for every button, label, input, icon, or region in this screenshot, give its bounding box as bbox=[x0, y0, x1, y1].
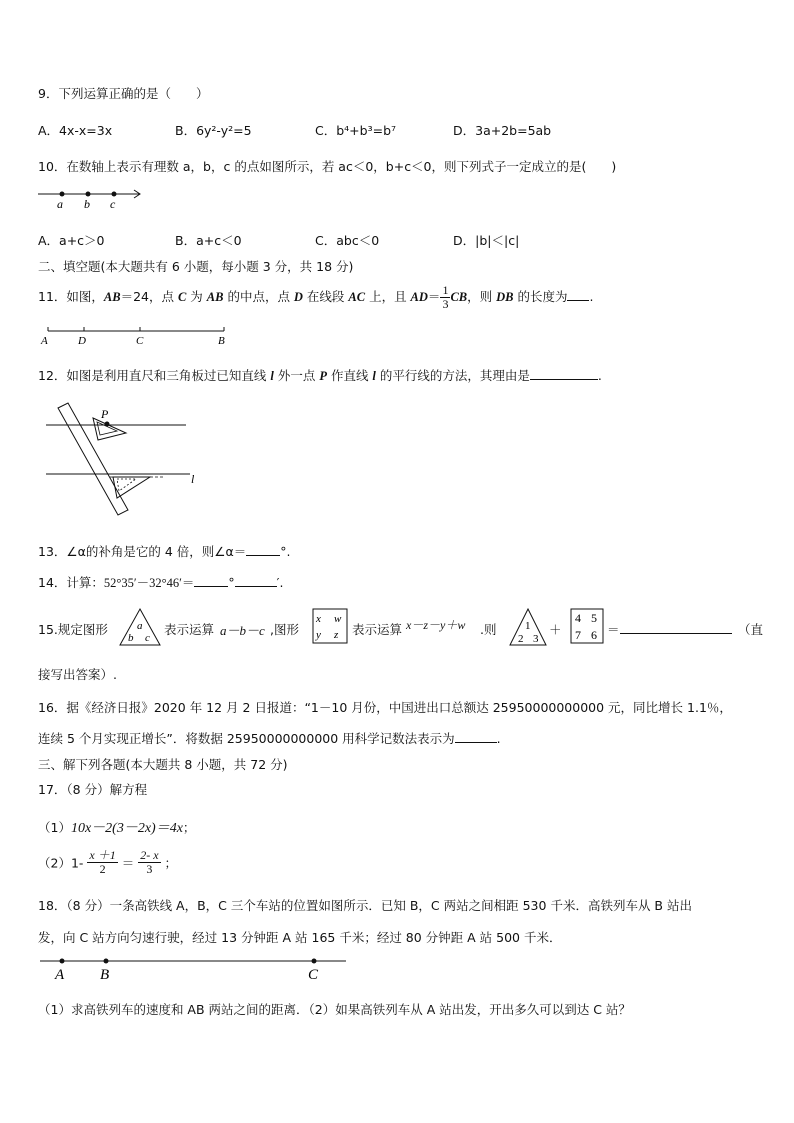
q12-stem: 12．如图是利用直尺和三角板过已知直线 l 外一点 P 作直线 l 的平行线的方法，其理由是 . bbox=[38, 368, 602, 383]
label-a: a bbox=[57, 197, 63, 211]
svg-text:1: 1 bbox=[525, 620, 531, 632]
q9-option-b: B．6y²-y²=5 bbox=[175, 123, 252, 138]
q11-stem: 11．如图，AB＝24，点 C 为 AB 的中点，点 D 在线段 AC 上，且 AD＝ $\frac{1}{3}$ CB，则 DB 的长度为 . bbox=[38, 283, 594, 311]
svg-text:C: C bbox=[136, 335, 144, 347]
q15-tail: （直 bbox=[738, 622, 764, 637]
section-2-heading: 二、填空题(本大题共有 6 小题，每小题 3 分，共 18 分) bbox=[38, 259, 354, 274]
q14-degree-blank bbox=[194, 574, 228, 587]
q18-station-line bbox=[38, 954, 354, 984]
label-b: b bbox=[84, 197, 90, 211]
point-c bbox=[112, 192, 117, 197]
svg-text:c: c bbox=[145, 632, 150, 644]
svg-text:A: A bbox=[55, 967, 65, 983]
svg-text:3: 3 bbox=[533, 633, 539, 645]
q15-op1: a－b－c bbox=[220, 623, 265, 638]
q15-op2: x－z－y＋w bbox=[406, 618, 466, 632]
svg-text:z: z bbox=[334, 629, 339, 641]
svg-text:y: y bbox=[316, 629, 321, 641]
q17-eq1: （1）10x－2(3－2x)＝4x； bbox=[38, 820, 196, 836]
q15-line2: 接写出答案）. bbox=[38, 667, 117, 682]
q15-p1: 15.规定图形 bbox=[38, 622, 108, 637]
q11-segment-diagram bbox=[38, 326, 238, 348]
q17-stem: 17．（8 分）解方程 bbox=[38, 782, 148, 797]
q9-option-a: A．4x-x=3x bbox=[38, 123, 113, 138]
svg-text:w: w bbox=[334, 613, 342, 625]
point-p bbox=[105, 422, 110, 427]
q11-answer-blank bbox=[567, 288, 589, 301]
q14-minute-blank bbox=[235, 574, 277, 587]
q16-answer-blank bbox=[455, 730, 497, 743]
q15-triangle-123 bbox=[508, 607, 548, 647]
label-c: c bbox=[110, 197, 116, 211]
svg-text:D: D bbox=[78, 335, 86, 347]
svg-text:7: 7 bbox=[575, 628, 581, 642]
q14-stem: 14．计算：52°35′－32°46′＝ ° ′. bbox=[38, 575, 284, 590]
q9-option-d: D．3a+2b=5ab bbox=[453, 123, 552, 138]
station-a bbox=[60, 959, 65, 964]
q15-plus: ＋ bbox=[549, 622, 562, 637]
q15-p2: 表示运算 bbox=[164, 622, 215, 637]
svg-text:2: 2 bbox=[518, 633, 524, 645]
q15-eq: ＝ bbox=[607, 620, 732, 638]
svg-text:x: x bbox=[316, 613, 321, 625]
q12-ruler-triangle-diagram bbox=[40, 398, 210, 520]
q9-stem: 9．下列运算正确的是（ ） bbox=[38, 86, 209, 101]
q10-stem: 10．在数轴上表示有理数 a，b，c 的点如图所示，若 ac＜0，b+c＜0，则下列式子一定成立的是( ) bbox=[38, 159, 617, 174]
section-3-heading: 三、解下列各题(本大题共 8 小题，共 72 分) bbox=[38, 757, 288, 772]
q12-answer-blank bbox=[530, 367, 598, 380]
q9-option-c: C．b⁴+b³=b⁷ bbox=[315, 123, 397, 138]
svg-text:5: 5 bbox=[591, 611, 597, 625]
station-c bbox=[312, 959, 317, 964]
q17-eq2: （2）1- $\frac{x +1}{2}$ ＝ $\frac{2- x}{3}$ ； bbox=[38, 848, 178, 876]
station-b bbox=[104, 959, 109, 964]
q18-subquestions: （1）求高铁列车的速度和 AB 两站之间的距离．（2）如果高铁列车从 A 站出发，开出多久可以到达 C 站？ bbox=[38, 1002, 631, 1017]
q18-line2: 发，向 C 站方向匀速行驶，经过 13 分钟距 A 站 165 千米；经过 80 分钟距 A 站 500 千米． bbox=[38, 930, 562, 945]
q16-line2: 连续 5 个月实现正增长”．将数据 25950000000000 用科学记数法表示为 . bbox=[38, 731, 501, 746]
q15-box-xywz bbox=[312, 608, 350, 646]
q10-option-a: A．a+c＞0 bbox=[38, 233, 105, 248]
svg-text:b: b bbox=[128, 632, 134, 644]
svg-text:C: C bbox=[308, 967, 319, 983]
svg-text:B: B bbox=[218, 335, 225, 347]
svg-text:B: B bbox=[100, 967, 110, 983]
svg-text:6: 6 bbox=[591, 628, 597, 642]
q10-option-c: C．abc＜0 bbox=[315, 233, 380, 248]
q15-box-4576 bbox=[570, 608, 606, 646]
q11-fraction: $\frac{1}{3}$ bbox=[442, 283, 449, 311]
q15-p3: ,图形 bbox=[270, 622, 299, 637]
q15-p4: 表示运算 bbox=[352, 622, 403, 637]
q10-option-d: D．|b|＜|c| bbox=[453, 233, 520, 248]
q18-line1: 18．（8 分）一条高铁线 A，B，C 三个车站的位置如图所示．已知 B，C 两站之间相距 530 千米．高铁列车从 B 站出 bbox=[38, 898, 692, 913]
q15-answer-blank bbox=[620, 621, 732, 634]
q15-p5: .则 bbox=[480, 622, 497, 637]
q10-option-b: B．a+c＜0 bbox=[175, 233, 242, 248]
q10-number-line bbox=[36, 186, 146, 212]
q13-stem: 13．∠α的补角是它的 4 倍，则∠α＝ °. bbox=[38, 544, 291, 559]
q16-line1: 16．据《经济日报》2020 年 12 月 2 日报道：“1－10 月份，中国进出口总额达 25950000000000 元，同比增长 1.1％， bbox=[38, 700, 732, 715]
svg-text:4: 4 bbox=[575, 611, 581, 625]
svg-text:A: A bbox=[41, 335, 48, 347]
svg-text:l: l bbox=[191, 472, 195, 486]
point-a bbox=[60, 192, 65, 197]
q15-triangle-abc bbox=[118, 607, 162, 647]
point-b bbox=[86, 192, 91, 197]
svg-text:a: a bbox=[137, 620, 143, 632]
q13-answer-blank bbox=[246, 543, 280, 556]
svg-text:P: P bbox=[101, 407, 109, 421]
